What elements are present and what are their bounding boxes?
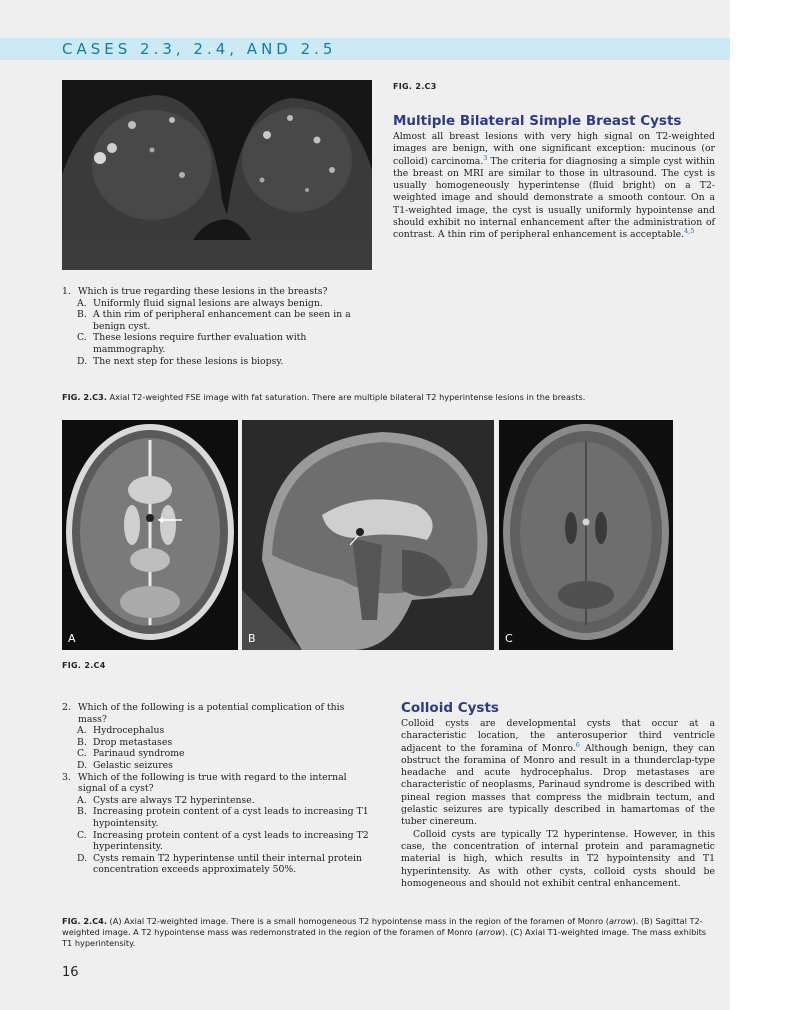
answer-option: C. Parinaud syndrome xyxy=(77,748,185,760)
colloid-cysts-paragraph-2: Colloid cysts are typically T2 hyperintense. However, in this case, the concentration of internal protein and paramagnetic material is high, which results in T2 hypointensity and T1 hyperintensity. As with other cysts, colloid cysts should be homogeneous and should not exhibit central enhancement. xyxy=(401,828,715,889)
panel-label-a: A xyxy=(68,632,76,645)
answer-option: D. The next step for these lesions is biopsy. xyxy=(77,355,284,367)
figure-c4-label: FIG. 2.C4 xyxy=(62,661,106,670)
question-text: Which of the following is true with regard to the internal signal of a cyst? xyxy=(78,771,347,795)
section-heading-colloid-cysts: Colloid Cysts xyxy=(401,700,499,716)
brain-mri-panel-a xyxy=(62,420,238,650)
question-2 xyxy=(62,702,374,725)
answer-option: A. Hydrocephalus xyxy=(77,725,165,737)
answer-option: A. Uniformly fluid signal lesions are always benign. xyxy=(77,297,323,309)
reference-link[interactable]: 6 xyxy=(575,740,580,749)
colloid-cysts-text-2: Although benign, they can obstruct the foramina of Monro and result in a thunderclap-type headache and acute hydrocephalus. Drop metastases are characteristic of neoplasms, Parinaud syndrome is described with pineal region masses that compress the midbrain tectum, and gelastic seizures are typically described in hamartomas of the tuber cinereum. xyxy=(401,742,715,828)
page-number: 16 xyxy=(62,965,79,980)
question-number: 1. xyxy=(62,286,71,297)
question-3 xyxy=(62,772,374,795)
caption-text: Axial T2-weighted FSE image with fat saturation. There are multiple bilateral T2 hyperintense lesions in the breasts. xyxy=(106,392,586,402)
breast-cysts-text-1: Almost all breast lesions with very high signal on T2-weighted images are benign, with one significant exception: mucinous (or colloid) carcinoma. xyxy=(393,131,715,167)
question-number: 3. xyxy=(62,771,71,783)
question-text: Which of the following is a potential complication of this mass? xyxy=(78,702,345,725)
answer-option: D. Gelastic seizures xyxy=(77,759,173,771)
breast-cysts-paragraph xyxy=(393,131,715,242)
panel-label-c: C xyxy=(505,632,513,645)
questions-2-3 xyxy=(62,702,374,876)
breast-mri-image xyxy=(62,80,372,270)
answer-option: B. A thin rim of peripheral enhancement can be seen in a benign cyst. xyxy=(77,309,351,332)
answer-option: C. Increasing protein content of a cyst leads to increasing T2 hyperintensity. xyxy=(77,829,369,853)
figure-c4-caption: FIG. 2.C4. (A) Axial T2-weighted image. There is a small homogeneous T2 hypointense mass in the region of the foramen of Monro (arrow). (B) Sagittal T2-weighted image. A T2 hypointense mass was redemonstrated in the region of the foramen of Monro (arrow). (C) Axial T1-weighted image. The mass exhibits T1 hyperintensity. xyxy=(62,916,707,948)
colloid-cysts-text-1: Colloid cysts are developmental cysts that occur at a characteristic location, the anterosuperior third ventricle adjacent to the foramina of Monro. xyxy=(401,718,715,754)
question-number: 2. xyxy=(62,702,71,713)
panel-label-b: B xyxy=(248,632,256,645)
answer-option: D. Cysts remain T2 hyperintense until their internal protein concentration exceeds approximately 50%. xyxy=(77,852,362,876)
running-header xyxy=(0,38,730,60)
running-header-title: CASES 2.3, 2.4, AND 2.5 xyxy=(62,40,337,58)
brain-mri-panel-c xyxy=(499,420,673,650)
colloid-cysts-text xyxy=(401,718,715,890)
reference-link[interactable]: 4,5 xyxy=(684,227,695,236)
answer-option: A. Cysts are always T2 hyperintense. xyxy=(77,794,255,806)
figure-c3-caption xyxy=(62,392,722,403)
brain-mri-panel-b xyxy=(242,420,494,650)
figure-c3-label: FIG. 2.C3 xyxy=(393,82,437,91)
answer-option: C. These lesions require further evaluation with mammography. xyxy=(77,332,307,355)
reference-link[interactable]: 3 xyxy=(483,153,488,162)
answer-option: B. Drop metastases xyxy=(77,736,173,748)
breast-cysts-text-2: The criteria for diagnosing a simple cyst within the breast on MRI are similar to those in ultrasound. The cyst is usually homogeneously hyperintense (fluid bright) on a T2-weighted image and should demonstrate a smooth contour. On a T1-weighted image, the cyst is usually uniformly hypointense and should exhibit no internal enhancement after the administration of contrast. A thin rim of peripheral enhancement is acceptable. xyxy=(393,155,715,241)
question-text: Which is true regarding these lesions in the breasts? xyxy=(78,286,328,297)
section-heading-breast-cysts: Multiple Bilateral Simple Breast Cysts xyxy=(393,113,682,129)
question-1 xyxy=(62,286,374,367)
caption-label: FIG. 2.C3. xyxy=(62,392,107,402)
answer-option: B. Increasing protein content of a cyst leads to increasing T1 hypointensity. xyxy=(77,806,369,829)
caption-label: FIG. 2.C4. xyxy=(62,916,107,926)
